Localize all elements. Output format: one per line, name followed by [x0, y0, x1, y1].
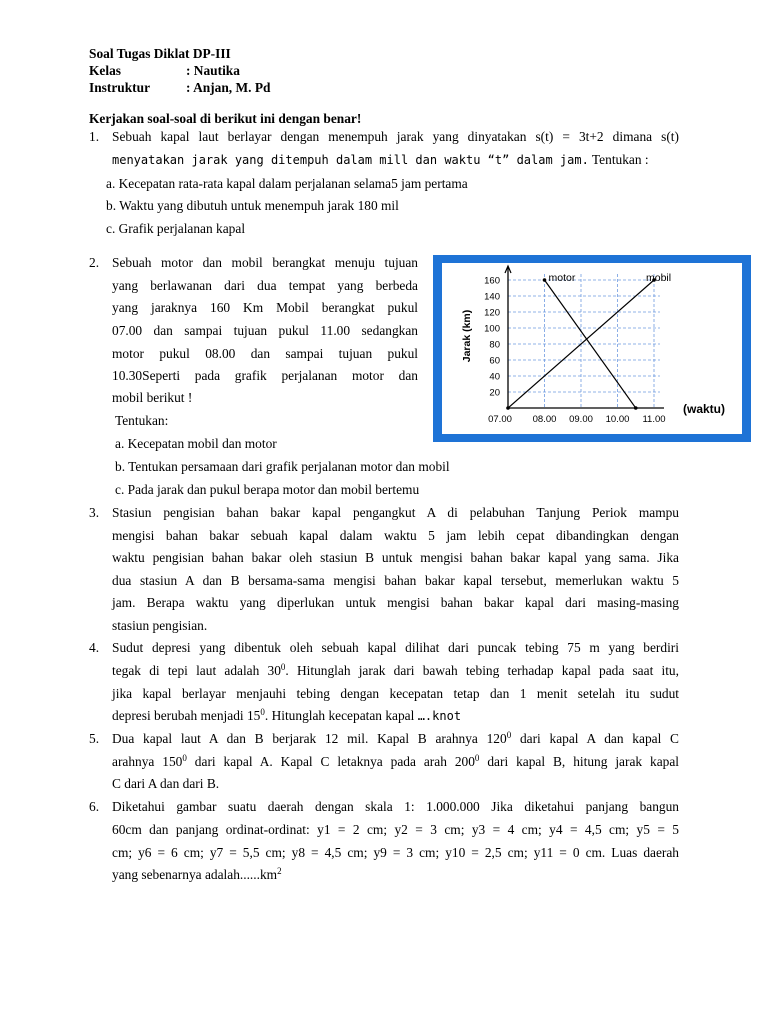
data-point-mobil [506, 406, 510, 410]
q3-line: dua stasiun A dan B bersama-sama mengisi bahan bakar kapal tersebut, memerlukan waktu 5 [112, 573, 679, 588]
q2-a: a. Kecepatan mobil dan motor [115, 436, 277, 451]
q5-line3: C dari A dan dari B. [112, 776, 220, 791]
q2-line: yang jaraknya 160 Km Mobil berangkat pukul [112, 300, 418, 315]
q3-last-line: stasiun pengisian. [112, 618, 208, 633]
instruktur-label: Instruktur [89, 80, 151, 95]
y-axis-label: Jarak (km) [461, 309, 473, 363]
q5-line1a: Dua kapal laut A dan B berjarak 12 mil. Kapal B arahnya 120 [112, 731, 507, 746]
q5-line1b: dari kapal A dan kapal C [511, 731, 679, 746]
instruktur-value: : Anjan, M. Pd [186, 80, 271, 95]
q5-line2a: arahnya 150 [112, 754, 183, 769]
x-tick-label: 09.00 [569, 414, 593, 425]
y-tick-label: 40 [489, 371, 500, 383]
instruction: Kerjakan soal-soal di berikut ini dengan benar! [89, 111, 362, 126]
q2-number: 2. [89, 255, 100, 270]
instruktur-row [89, 79, 270, 96]
travel-chart [442, 263, 742, 434]
data-point-motor [634, 406, 638, 410]
y-tick-label: 120 [484, 307, 500, 319]
y-tick-label: 160 [484, 275, 500, 287]
q1-line2b: Tentukan : [588, 152, 649, 167]
degree-sup: 0 [474, 753, 480, 763]
y-tick-label: 100 [484, 323, 500, 335]
q4-line4c: ….knot [417, 709, 462, 723]
q4-number: 4. [89, 640, 100, 655]
q4-line1: Sudut depresi yang dibentuk oleh sebuah kapal dilihat dari puncak tebing 75 m yang berdiri [112, 640, 679, 655]
q1-a: a. Kecepatan rata-rata kapal dalam perjalanan selama5 jam pertama [106, 176, 468, 191]
q4-line3: jika kapal berlayar menjauhi tebing dengan kecepatan tetap dan 1 menit setelah itu sudut [112, 686, 679, 701]
q4-line2b: . Hitunglah jarak dari bawah tebing terhadap kapal pada saat itu, [285, 663, 679, 678]
q6-line3: cm; y6 = 6 cm; y7 = 5,5 cm; y8 = 4,5 cm; y9 = 3 cm; y10 = 2,5 cm; y11 = 0 cm. Luas daerah [112, 845, 679, 860]
q5-line2 [112, 753, 679, 770]
x-axis-label: (waktu) [683, 402, 725, 416]
x-tick-label: 11.00 [642, 414, 666, 425]
q2-line: 07.00 dan sampai tujuan pukul 11.00 sedangkan [112, 323, 418, 338]
q2-c: c. Pada jarak dan pukul berapa motor dan mobil bertemu [115, 482, 420, 497]
q2-b: b. Tentukan persamaan dari grafik perjalanan motor dan mobil [115, 459, 450, 474]
series-label-motor: motor [548, 272, 576, 284]
q4-line4a: depresi berubah menjadi 15 [112, 708, 261, 723]
y-tick-label: 20 [489, 387, 500, 399]
q4-line2 [112, 662, 679, 679]
q6-line2: 60cm dan panjang ordinat-ordinat: y1 = 2 cm; y2 = 3 cm; y3 = 4 cm; y4 = 4,5 cm; y5 = 5 [112, 822, 679, 837]
q6-line4 [112, 866, 282, 883]
x-tick-label: 07.00 [488, 414, 512, 425]
q6-line1: Diketahui gambar suatu daerah dengan skala 1: 1.000.000 Jika diketahui panjang bangun [112, 799, 679, 814]
q2-line: yang berlawanan dari dua tempat yang berbeda [112, 278, 418, 293]
q1-line2 [112, 151, 649, 169]
q2-line: Sebuah motor dan mobil berangkat menuju tujuan [112, 255, 418, 270]
q4-line2a: tegak di tepi laut adalah 30 [112, 663, 281, 678]
kelas-label: Kelas [89, 63, 121, 78]
superscript: 2 [277, 866, 282, 876]
q5-line2c: dari kapal B, hitung jarak kapal [479, 754, 680, 769]
y-tick-label: 80 [489, 339, 500, 351]
y-tick-label: 60 [489, 355, 500, 367]
q2-line: 10.30Seperti pada grafik perjalanan motor dan [112, 368, 418, 383]
q6-number: 6. [89, 799, 100, 814]
q3-line: jam. Berapa waktu yang diperlukan untuk mengisi bahan bakar kapal dari masing-masing [112, 595, 679, 610]
q5-number: 5. [89, 731, 100, 746]
y-tick-label: 140 [484, 291, 500, 303]
q1-b: b. Waktu yang dibutuh untuk menempuh jarak 180 mil [106, 198, 399, 213]
degree-sup: 0 [280, 662, 286, 672]
q2-line: motor pukul 08.00 dan sampai tujuan pukul [112, 346, 418, 361]
q1-c: c. Grafik perjalanan kapal [106, 221, 246, 236]
series-label-mobil: mobil [646, 272, 672, 284]
q2-last-line: mobil berikut ! [112, 390, 193, 405]
q5-line1 [112, 730, 679, 747]
kelas-value: : Nautika [186, 63, 240, 78]
chart-frame [433, 255, 751, 442]
x-tick-label: 08.00 [532, 414, 557, 425]
chart-panel [442, 263, 742, 434]
x-tick-label: 10.00 [605, 414, 630, 425]
degree-sup: 0 [182, 753, 187, 763]
q5-line2b: dari kapal A. Kapal C letaknya pada arah 200 [186, 754, 475, 769]
degree-sup: 0 [260, 707, 265, 717]
q2-tentukan: Tentukan: [115, 413, 169, 428]
q3-line: waktu pengisian bahan bakar oleh stasiun B untuk mengisi bahan bakar kapal yang sama. Jika [112, 550, 679, 565]
q3-line: mengisi bahan bakar sebuah kapal dalam waktu 5 jam lebih cepat dibandingkan dengan [112, 528, 679, 543]
doc-title: Soal Tugas Diklat DP-III [89, 46, 231, 61]
data-point-motor [543, 278, 547, 282]
q1-line2a: menyatakan jarak yang ditempuh dalam mill dan waktu “t” dalam jam. [112, 153, 589, 167]
q4-line4 [112, 707, 461, 725]
q1-number: 1. [89, 129, 100, 144]
q3-number: 3. [89, 505, 100, 520]
q3-line: Stasiun pengisian bahan bakar kapal pengangkut A di pelabuhan Tanjung Periok mampu [112, 505, 679, 520]
kelas-row [89, 62, 240, 79]
q6-line4a: yang sebenarnya adalah......km [112, 867, 278, 882]
degree-sup: 0 [506, 730, 512, 740]
q4-line4b: . Hitunglah kecepatan kapal [264, 708, 418, 723]
q1-line1: Sebuah kapal laut berlayar dengan menempuh jarak yang dinyatakan s(t) = 3t+2 dimana s(t) [112, 129, 679, 144]
